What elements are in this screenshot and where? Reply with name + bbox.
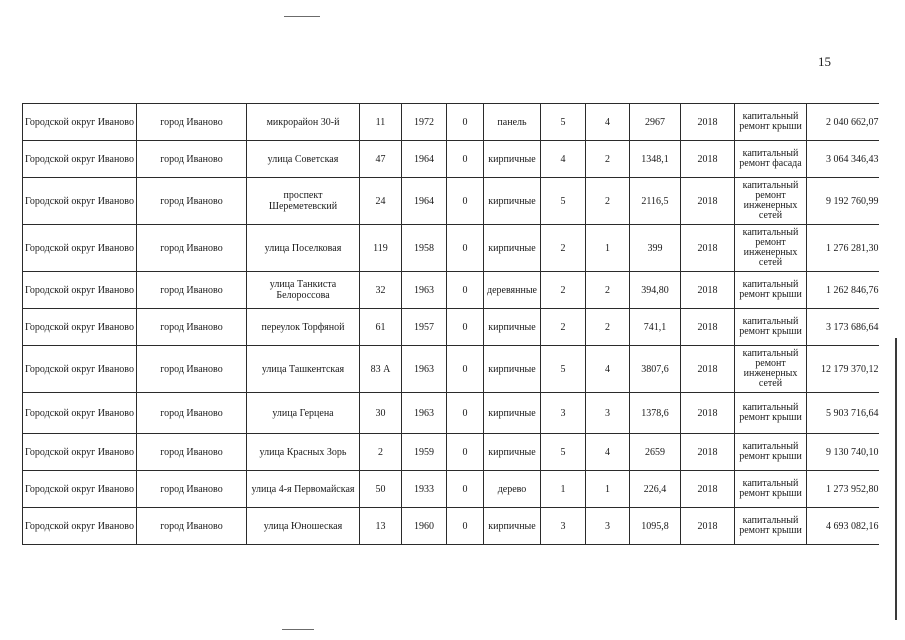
table-row	[23, 508, 879, 545]
year-built-cell: 1960	[402, 508, 447, 545]
scan-artifact-line	[284, 16, 320, 17]
entrances-cell: 2	[586, 178, 630, 225]
page-number: 15	[818, 54, 831, 69]
street-cell: улица 4-я Первомайская	[247, 471, 360, 508]
wall-material-cell: кирпичные	[484, 434, 541, 471]
year-built-cell: 1963	[402, 393, 447, 434]
wall-material-cell: деревянные	[484, 272, 541, 309]
entrances-cell: 3	[586, 393, 630, 434]
settlement-cell: город Иваново	[137, 508, 247, 545]
municipality-cell: Городской округ Иваново	[23, 346, 137, 393]
cost-cell: 1 262 846,76	[807, 272, 879, 309]
house-cell: 2	[360, 434, 402, 471]
wall-material-cell: кирпичные	[484, 309, 541, 346]
house-cell: 47	[360, 141, 402, 178]
street-cell: улица Ташкентская	[247, 346, 360, 393]
municipality-cell: Городской округ Иваново	[23, 434, 137, 471]
wall-material-cell: дерево	[484, 471, 541, 508]
floors-cell: 3	[541, 393, 586, 434]
entrances-cell: 2	[586, 141, 630, 178]
year-built-cell: 1963	[402, 272, 447, 309]
table-row	[23, 309, 879, 346]
municipality-cell: Городской округ Иваново	[23, 393, 137, 434]
table-row	[23, 471, 879, 508]
cost-cell: 3 173 686,64	[807, 309, 879, 346]
plan-year-cell: 2018	[681, 309, 735, 346]
plan-year-cell: 2018	[681, 225, 735, 272]
settlement-cell: город Иваново	[137, 393, 247, 434]
year-renovated-cell: 0	[447, 141, 484, 178]
cost-cell: 3 064 346,43	[807, 141, 879, 178]
entrances-cell: 4	[586, 434, 630, 471]
street-cell: улица Поселковая	[247, 225, 360, 272]
street-cell: переулок Торфяной	[247, 309, 360, 346]
year-built-cell: 1933	[402, 471, 447, 508]
year-built-cell: 1958	[402, 225, 447, 272]
work-type-cell: капитальный ремонт инженерных сетей	[735, 346, 807, 393]
plan-year-cell: 2018	[681, 272, 735, 309]
year-renovated-cell: 0	[447, 393, 484, 434]
floors-cell: 5	[541, 346, 586, 393]
floors-cell: 5	[541, 178, 586, 225]
cost-cell: 4 693 082,16	[807, 508, 879, 545]
settlement-cell: город Иваново	[137, 434, 247, 471]
plan-year-cell: 2018	[681, 104, 735, 141]
scan-artifact-edge	[895, 338, 897, 620]
floors-cell: 1	[541, 471, 586, 508]
work-type-cell: капитальный ремонт фасада	[735, 141, 807, 178]
scan-artifact-line	[282, 629, 314, 630]
entrances-cell: 2	[586, 272, 630, 309]
house-cell: 32	[360, 272, 402, 309]
street-cell: проспект Шереметевский	[247, 178, 360, 225]
work-type-cell: капитальный ремонт крыши	[735, 272, 807, 309]
house-cell: 30	[360, 393, 402, 434]
floors-cell: 5	[541, 434, 586, 471]
floors-cell: 2	[541, 309, 586, 346]
plan-year-cell: 2018	[681, 141, 735, 178]
floors-cell: 4	[541, 141, 586, 178]
year-renovated-cell: 0	[447, 225, 484, 272]
settlement-cell: город Иваново	[137, 309, 247, 346]
table-row	[23, 393, 879, 434]
year-built-cell: 1957	[402, 309, 447, 346]
plan-year-cell: 2018	[681, 178, 735, 225]
area-cell: 2116,5	[630, 178, 681, 225]
house-cell: 83 А	[360, 346, 402, 393]
street-cell: улица Танкиста Белороссова	[247, 272, 360, 309]
settlement-cell: город Иваново	[137, 272, 247, 309]
renovation-table	[22, 103, 879, 545]
municipality-cell: Городской округ Иваново	[23, 309, 137, 346]
table-row	[23, 346, 879, 393]
cost-cell: 1 273 952,80	[807, 471, 879, 508]
entrances-cell: 4	[586, 346, 630, 393]
house-cell: 13	[360, 508, 402, 545]
table-row	[23, 104, 879, 141]
entrances-cell: 3	[586, 508, 630, 545]
year-built-cell: 1963	[402, 346, 447, 393]
area-cell: 741,1	[630, 309, 681, 346]
settlement-cell: город Иваново	[137, 225, 247, 272]
floors-cell: 3	[541, 508, 586, 545]
wall-material-cell: кирпичные	[484, 225, 541, 272]
area-cell: 394,80	[630, 272, 681, 309]
year-renovated-cell: 0	[447, 508, 484, 545]
work-type-cell: капитальный ремонт инженерных сетей	[735, 178, 807, 225]
year-renovated-cell: 0	[447, 272, 484, 309]
municipality-cell: Городской округ Иваново	[23, 272, 137, 309]
house-cell: 119	[360, 225, 402, 272]
area-cell: 1095,8	[630, 508, 681, 545]
floors-cell: 2	[541, 225, 586, 272]
settlement-cell: город Иваново	[137, 141, 247, 178]
plan-year-cell: 2018	[681, 393, 735, 434]
house-cell: 50	[360, 471, 402, 508]
entrances-cell: 2	[586, 309, 630, 346]
area-cell: 399	[630, 225, 681, 272]
work-type-cell: капитальный ремонт крыши	[735, 471, 807, 508]
cost-cell: 12 179 370,12	[807, 346, 879, 393]
work-type-cell: капитальный ремонт инженерных сетей	[735, 225, 807, 272]
settlement-cell: город Иваново	[137, 178, 247, 225]
municipality-cell: Городской округ Иваново	[23, 141, 137, 178]
cost-cell: 9 192 760,99	[807, 178, 879, 225]
plan-year-cell: 2018	[681, 471, 735, 508]
settlement-cell: город Иваново	[137, 104, 247, 141]
plan-year-cell: 2018	[681, 346, 735, 393]
table-row	[23, 141, 879, 178]
street-cell: микрорайон 30-й	[247, 104, 360, 141]
street-cell: улица Юношеская	[247, 508, 360, 545]
municipality-cell: Городской округ Иваново	[23, 104, 137, 141]
floors-cell: 2	[541, 272, 586, 309]
wall-material-cell: кирпичные	[484, 346, 541, 393]
wall-material-cell: панель	[484, 104, 541, 141]
year-renovated-cell: 0	[447, 471, 484, 508]
year-renovated-cell: 0	[447, 104, 484, 141]
house-cell: 11	[360, 104, 402, 141]
entrances-cell: 4	[586, 104, 630, 141]
work-type-cell: капитальный ремонт крыши	[735, 104, 807, 141]
plan-year-cell: 2018	[681, 508, 735, 545]
cost-cell: 2 040 662,07	[807, 104, 879, 141]
year-renovated-cell: 0	[447, 178, 484, 225]
year-built-cell: 1959	[402, 434, 447, 471]
municipality-cell: Городской округ Иваново	[23, 178, 137, 225]
area-cell: 226,4	[630, 471, 681, 508]
street-cell: улица Красных Зорь	[247, 434, 360, 471]
cost-cell: 9 130 740,10	[807, 434, 879, 471]
floors-cell: 5	[541, 104, 586, 141]
work-type-cell: капитальный ремонт крыши	[735, 309, 807, 346]
table-row	[23, 225, 879, 272]
entrances-cell: 1	[586, 225, 630, 272]
cost-cell: 5 903 716,64	[807, 393, 879, 434]
area-cell: 2967	[630, 104, 681, 141]
settlement-cell: город Иваново	[137, 471, 247, 508]
year-built-cell: 1964	[402, 141, 447, 178]
table-row	[23, 272, 879, 309]
wall-material-cell: кирпичные	[484, 393, 541, 434]
house-cell: 24	[360, 178, 402, 225]
municipality-cell: Городской округ Иваново	[23, 225, 137, 272]
year-built-cell: 1964	[402, 178, 447, 225]
house-cell: 61	[360, 309, 402, 346]
area-cell: 2659	[630, 434, 681, 471]
plan-year-cell: 2018	[681, 434, 735, 471]
year-renovated-cell: 0	[447, 346, 484, 393]
wall-material-cell: кирпичные	[484, 178, 541, 225]
year-renovated-cell: 0	[447, 434, 484, 471]
street-cell: улица Советская	[247, 141, 360, 178]
area-cell: 1378,6	[630, 393, 681, 434]
year-renovated-cell: 0	[447, 309, 484, 346]
settlement-cell: город Иваново	[137, 346, 247, 393]
year-built-cell: 1972	[402, 104, 447, 141]
table-row	[23, 178, 879, 225]
work-type-cell: капитальный ремонт крыши	[735, 434, 807, 471]
cost-cell: 1 276 281,30	[807, 225, 879, 272]
wall-material-cell: кирпичные	[484, 141, 541, 178]
municipality-cell: Городской округ Иваново	[23, 508, 137, 545]
work-type-cell: капитальный ремонт крыши	[735, 393, 807, 434]
area-cell: 1348,1	[630, 141, 681, 178]
wall-material-cell: кирпичные	[484, 508, 541, 545]
municipality-cell: Городской округ Иваново	[23, 471, 137, 508]
street-cell: улица Герцена	[247, 393, 360, 434]
entrances-cell: 1	[586, 471, 630, 508]
work-type-cell: капитальный ремонт крыши	[735, 508, 807, 545]
area-cell: 3807,6	[630, 346, 681, 393]
table-row	[23, 434, 879, 471]
